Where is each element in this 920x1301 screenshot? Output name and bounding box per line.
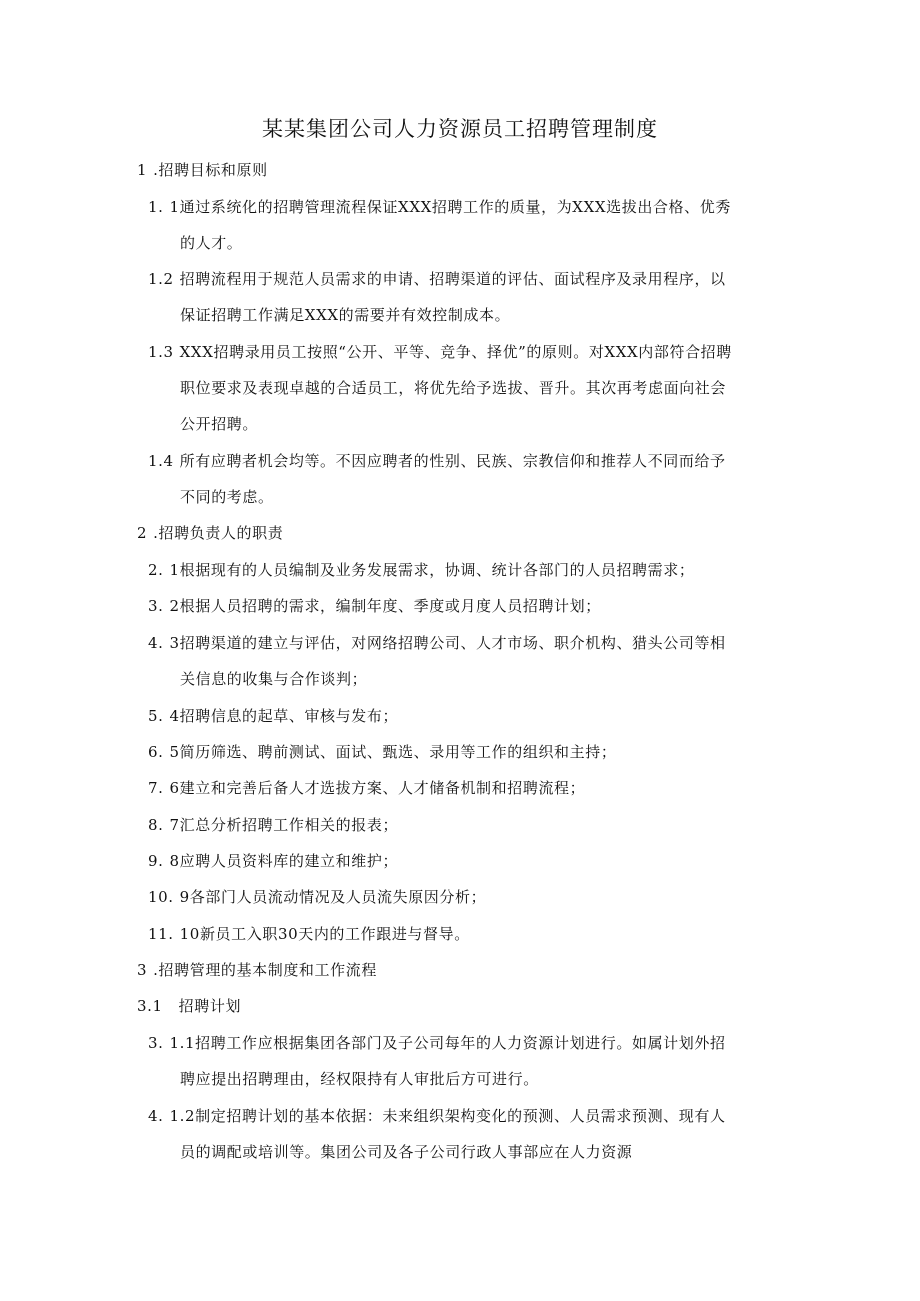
line-number: 1.2	[148, 270, 174, 288]
line-text: 1通过系统化的招聘管理流程保证XXX招聘工作的质量，为XXX选拔出合格、优秀	[169, 198, 731, 216]
line-number: 5.	[148, 707, 164, 725]
line-text: 5简历筛选、聘前测试、面试、甄选、录用等工作的组织和主持；	[169, 743, 617, 761]
line-number: 1	[137, 161, 148, 179]
line-number: 2.	[148, 561, 164, 579]
line-text: 7汇总分析招聘工作相关的报表；	[169, 816, 399, 834]
line-text: 6建立和完善后备人才选拔方案、人才储备机制和招聘流程；	[169, 779, 586, 797]
line-number: 7.	[148, 779, 164, 797]
line-text: 聘应提出招聘理由，经权限持有人审批后方可进行。	[180, 1070, 539, 1088]
line-text: 1根据现有的人员编制及业务发展需求，协调、统计各部门的人员招聘需求；	[169, 561, 695, 579]
line-text: 所有应聘者机会均等。不因应聘者的性别、民族、宗教信仰和推荐人不同而给予	[179, 452, 726, 470]
list-item	[148, 341, 732, 363]
list-item-continuation	[180, 668, 367, 690]
line-text: 招聘流程用于规范人员需求的申请、招聘渠道的评估、面试程序及录用程序，以	[179, 270, 726, 288]
line-number: 3.	[148, 1034, 164, 1052]
line-number: 9.	[148, 852, 164, 870]
list-item	[148, 559, 694, 581]
list-item	[148, 777, 585, 799]
list-item	[148, 814, 398, 836]
list-item	[148, 850, 398, 872]
line-number: 3.1	[137, 997, 163, 1015]
line-text: 4招聘信息的起草、审核与发布；	[169, 707, 399, 725]
list-item-continuation	[180, 486, 274, 508]
line-number: 4.	[148, 634, 164, 652]
list-item	[148, 886, 486, 908]
list-item-continuation	[180, 1068, 539, 1090]
line-text: 2根据人员招聘的需求，编制年度、季度或月度人员招聘计划；	[169, 597, 601, 615]
list-item-continuation	[180, 1141, 632, 1163]
line-text: 的人才。	[180, 234, 243, 252]
list-item	[148, 741, 616, 763]
section-heading-2	[137, 522, 283, 544]
line-number: 1.3	[148, 343, 174, 361]
line-text: XXX招聘录用员工按照“公开、平等、竞争、择优”的原则。对XXX内部符合招聘	[179, 343, 732, 361]
line-number: 2	[137, 524, 148, 542]
line-number: 6.	[148, 743, 164, 761]
line-text: .招聘目标和原则	[153, 161, 268, 179]
line-number: 3.	[148, 597, 164, 615]
section-heading-1	[137, 159, 268, 181]
line-text: 1.1招聘工作应根据集团各部门及子公司每年的人力资源计划进行。如属计划外招	[169, 1034, 726, 1052]
section-heading-3	[137, 959, 377, 981]
line-text: 10新员工入职30天内的工作跟进与督导。	[179, 925, 470, 943]
subsection-heading-3-1	[137, 995, 241, 1017]
line-text: 不同的考虑。	[180, 488, 274, 506]
line-text: 职位要求及表现卓越的合适员工，将优先给予选拔、晋升。其次再考虑面向社会	[180, 379, 727, 397]
list-item	[148, 268, 726, 290]
line-number: 1.	[148, 198, 164, 216]
line-number: 3	[137, 961, 148, 979]
list-item-continuation	[180, 377, 726, 399]
list-item-continuation	[180, 413, 258, 435]
list-item	[148, 1032, 726, 1054]
list-item-continuation	[180, 304, 510, 326]
line-text: .招聘管理的基本制度和工作流程	[153, 961, 377, 979]
list-item	[148, 923, 470, 945]
list-item	[148, 450, 726, 472]
list-item	[148, 632, 726, 654]
line-text: 1.2制定招聘计划的基本依据：未来组织架构变化的预测、人员需求预测、现有人	[169, 1107, 726, 1125]
line-text: 公开招聘。	[180, 415, 259, 433]
list-item	[148, 1105, 726, 1127]
line-number: 11.	[148, 925, 174, 943]
list-item-continuation	[180, 232, 242, 254]
list-item	[148, 196, 731, 218]
line-number: 4.	[148, 1107, 164, 1125]
line-text: 招聘计划	[178, 997, 242, 1015]
list-item	[148, 705, 398, 727]
list-item	[148, 595, 601, 617]
line-number: 10.	[148, 888, 174, 906]
line-text: 关信息的收集与合作谈判；	[180, 670, 368, 688]
line-number: 1.4	[148, 452, 174, 470]
line-text: 员的调配或培训等。集团公司及各子公司行政人事部应在人力资源	[180, 1143, 633, 1161]
line-text: 保证招聘工作满足XXX的需要并有效控制成本。	[180, 306, 511, 324]
line-text: 3招聘渠道的建立与评估，对网络招聘公司、人才市场、职介机构、猎头公司等相	[169, 634, 726, 652]
document-title: 某某集团公司人力资源员工招聘管理制度	[262, 117, 658, 141]
line-text: 8应聘人员资料库的建立和维护；	[169, 852, 399, 870]
line-text: 9各部门人员流动情况及人员流失原因分析；	[179, 888, 487, 906]
line-number: 8.	[148, 816, 164, 834]
line-text: .招聘负责人的职责	[153, 524, 284, 542]
